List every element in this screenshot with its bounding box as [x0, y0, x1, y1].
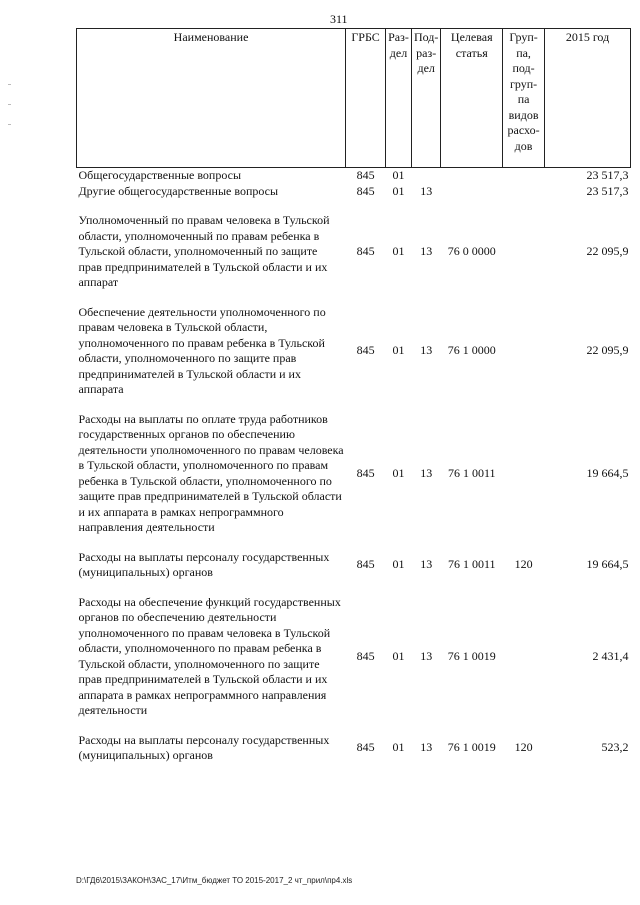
row-subsection: 13: [420, 183, 433, 198]
row-name: Расходы на выплаты по оплате труда работников государственных органов по обеспечению деятельности уполномоченного по правам человека в Тульской области, уполномоченного по правам ребенка в Тульской области, уполномоченного по защите прав предпринимателей в Тульской области и их аппарата в рамках непрограммного направления деятельности: [78, 411, 344, 534]
page-number: 311: [330, 12, 348, 26]
row-subsection: 13: [420, 740, 433, 755]
row-amount: 22 095,9: [586, 244, 629, 258]
row-subsection: 13: [420, 648, 433, 663]
row-grbs: 845: [356, 244, 375, 258]
row-amount: 23 517,3: [586, 183, 629, 198]
row-amount: 2 431,4: [592, 648, 629, 663]
header-name: Наименование: [77, 29, 346, 168]
table-row: [77, 581, 631, 719]
row-group: [503, 199, 545, 291]
row-subsection: 13: [420, 465, 433, 480]
row-section: 01: [392, 343, 405, 358]
margin-mark: [8, 124, 11, 125]
row-name: Расходы на выплаты персоналу государственных (муниципальных) органов: [78, 549, 330, 579]
row-subsection: 13: [420, 343, 433, 358]
row-name: Уполномоченный по правам человека в Тульской области, уполномоченный по правам ребенка в Тульской области, уполномоченный по защите прав предпринимателей в Тульской области и их аппарат: [78, 213, 330, 289]
header-grbs: ГРБС: [346, 29, 386, 168]
row-target: 76 1 0011: [447, 557, 496, 572]
row-grbs: 845: [356, 557, 375, 572]
row-target: 76 0 0000: [447, 244, 496, 258]
row-name: Обеспечение деятельности уполномоченного по правам человека в Тульской области, уполномоченного по правам ребенка в Тульской области, уполномоченного по защите прав предпринимателей в Тульской области и их аппарата: [78, 304, 326, 396]
row-amount: 22 095,9: [586, 343, 629, 358]
row-group: [503, 581, 545, 719]
row-target: [441, 184, 503, 200]
table-row: [77, 291, 631, 398]
row-amount: 523,2: [601, 740, 629, 755]
row-name: Общегосударственные вопросы: [78, 168, 242, 182]
table-row: [77, 199, 631, 291]
row-target: 76 1 0019: [447, 740, 496, 755]
row-grbs: 845: [356, 343, 375, 358]
header-year: 2015 год: [545, 29, 631, 168]
budget-table: [76, 28, 631, 764]
file-path-footer: D:\ГД6\2015\ЗАКОН\ЗАС_17\Итм_бюджет ТО 2015-2017_2 чт_прил\пр4.xls: [76, 876, 353, 885]
row-group: [503, 398, 545, 536]
table-row: [77, 398, 631, 536]
row-target: 76 1 0019: [447, 648, 496, 663]
row-section: 01: [392, 465, 405, 480]
table-header-row: [77, 29, 631, 168]
row-name: Расходы на обеспечение функций государственных органов по обеспечению деятельности уполномоченного по правам человека в Тульской области, уполномоченного по правам ребенка в Тульской области, уполномоченного по защите прав предпринимателей в Тульской области и их аппарата в рамках непрограммного направления деятельности: [78, 594, 341, 717]
row-grbs: 845: [356, 168, 375, 182]
row-group: 120: [514, 557, 533, 572]
header-section: Раз- дел: [386, 29, 412, 168]
row-section: 01: [392, 244, 405, 258]
row-group: 120: [514, 740, 533, 755]
row-amount: 19 664,5: [586, 557, 629, 572]
row-group: [503, 184, 545, 200]
row-subsection: 13: [420, 244, 433, 258]
row-amount: 23 517,3: [586, 168, 629, 182]
row-grbs: 845: [356, 648, 375, 663]
row-section: 01: [392, 740, 405, 755]
row-target: 76 1 0000: [447, 343, 496, 358]
table-row: [77, 719, 631, 764]
row-amount: 19 664,5: [586, 465, 629, 480]
row-section: 01: [392, 183, 405, 198]
header-subsection: Под- раз- дел: [411, 29, 440, 168]
header-group: Груп- па, под- груп- па видов расхо- дов: [503, 29, 545, 168]
row-subsection: [411, 168, 440, 184]
row-grbs: 845: [356, 183, 375, 198]
row-grbs: 845: [356, 740, 375, 755]
margin-mark: [8, 84, 11, 85]
row-name: Расходы на выплаты персоналу государственных (муниципальных) органов: [78, 732, 330, 762]
margin-mark: [8, 104, 11, 105]
row-subsection: 13: [420, 557, 433, 572]
header-target: Целевая статья: [441, 29, 503, 168]
row-group: [503, 291, 545, 398]
row-section: 01: [392, 557, 405, 572]
row-target: [441, 168, 503, 184]
row-grbs: 845: [356, 465, 375, 480]
row-target: 76 1 0011: [447, 465, 496, 480]
row-group: [503, 168, 545, 184]
row-section: 01: [392, 168, 405, 182]
table-row: [77, 168, 631, 184]
row-name: Другие общегосударственные вопросы: [78, 183, 279, 198]
row-section: 01: [392, 648, 405, 663]
table-row: [77, 184, 631, 200]
table-row: [77, 536, 631, 581]
